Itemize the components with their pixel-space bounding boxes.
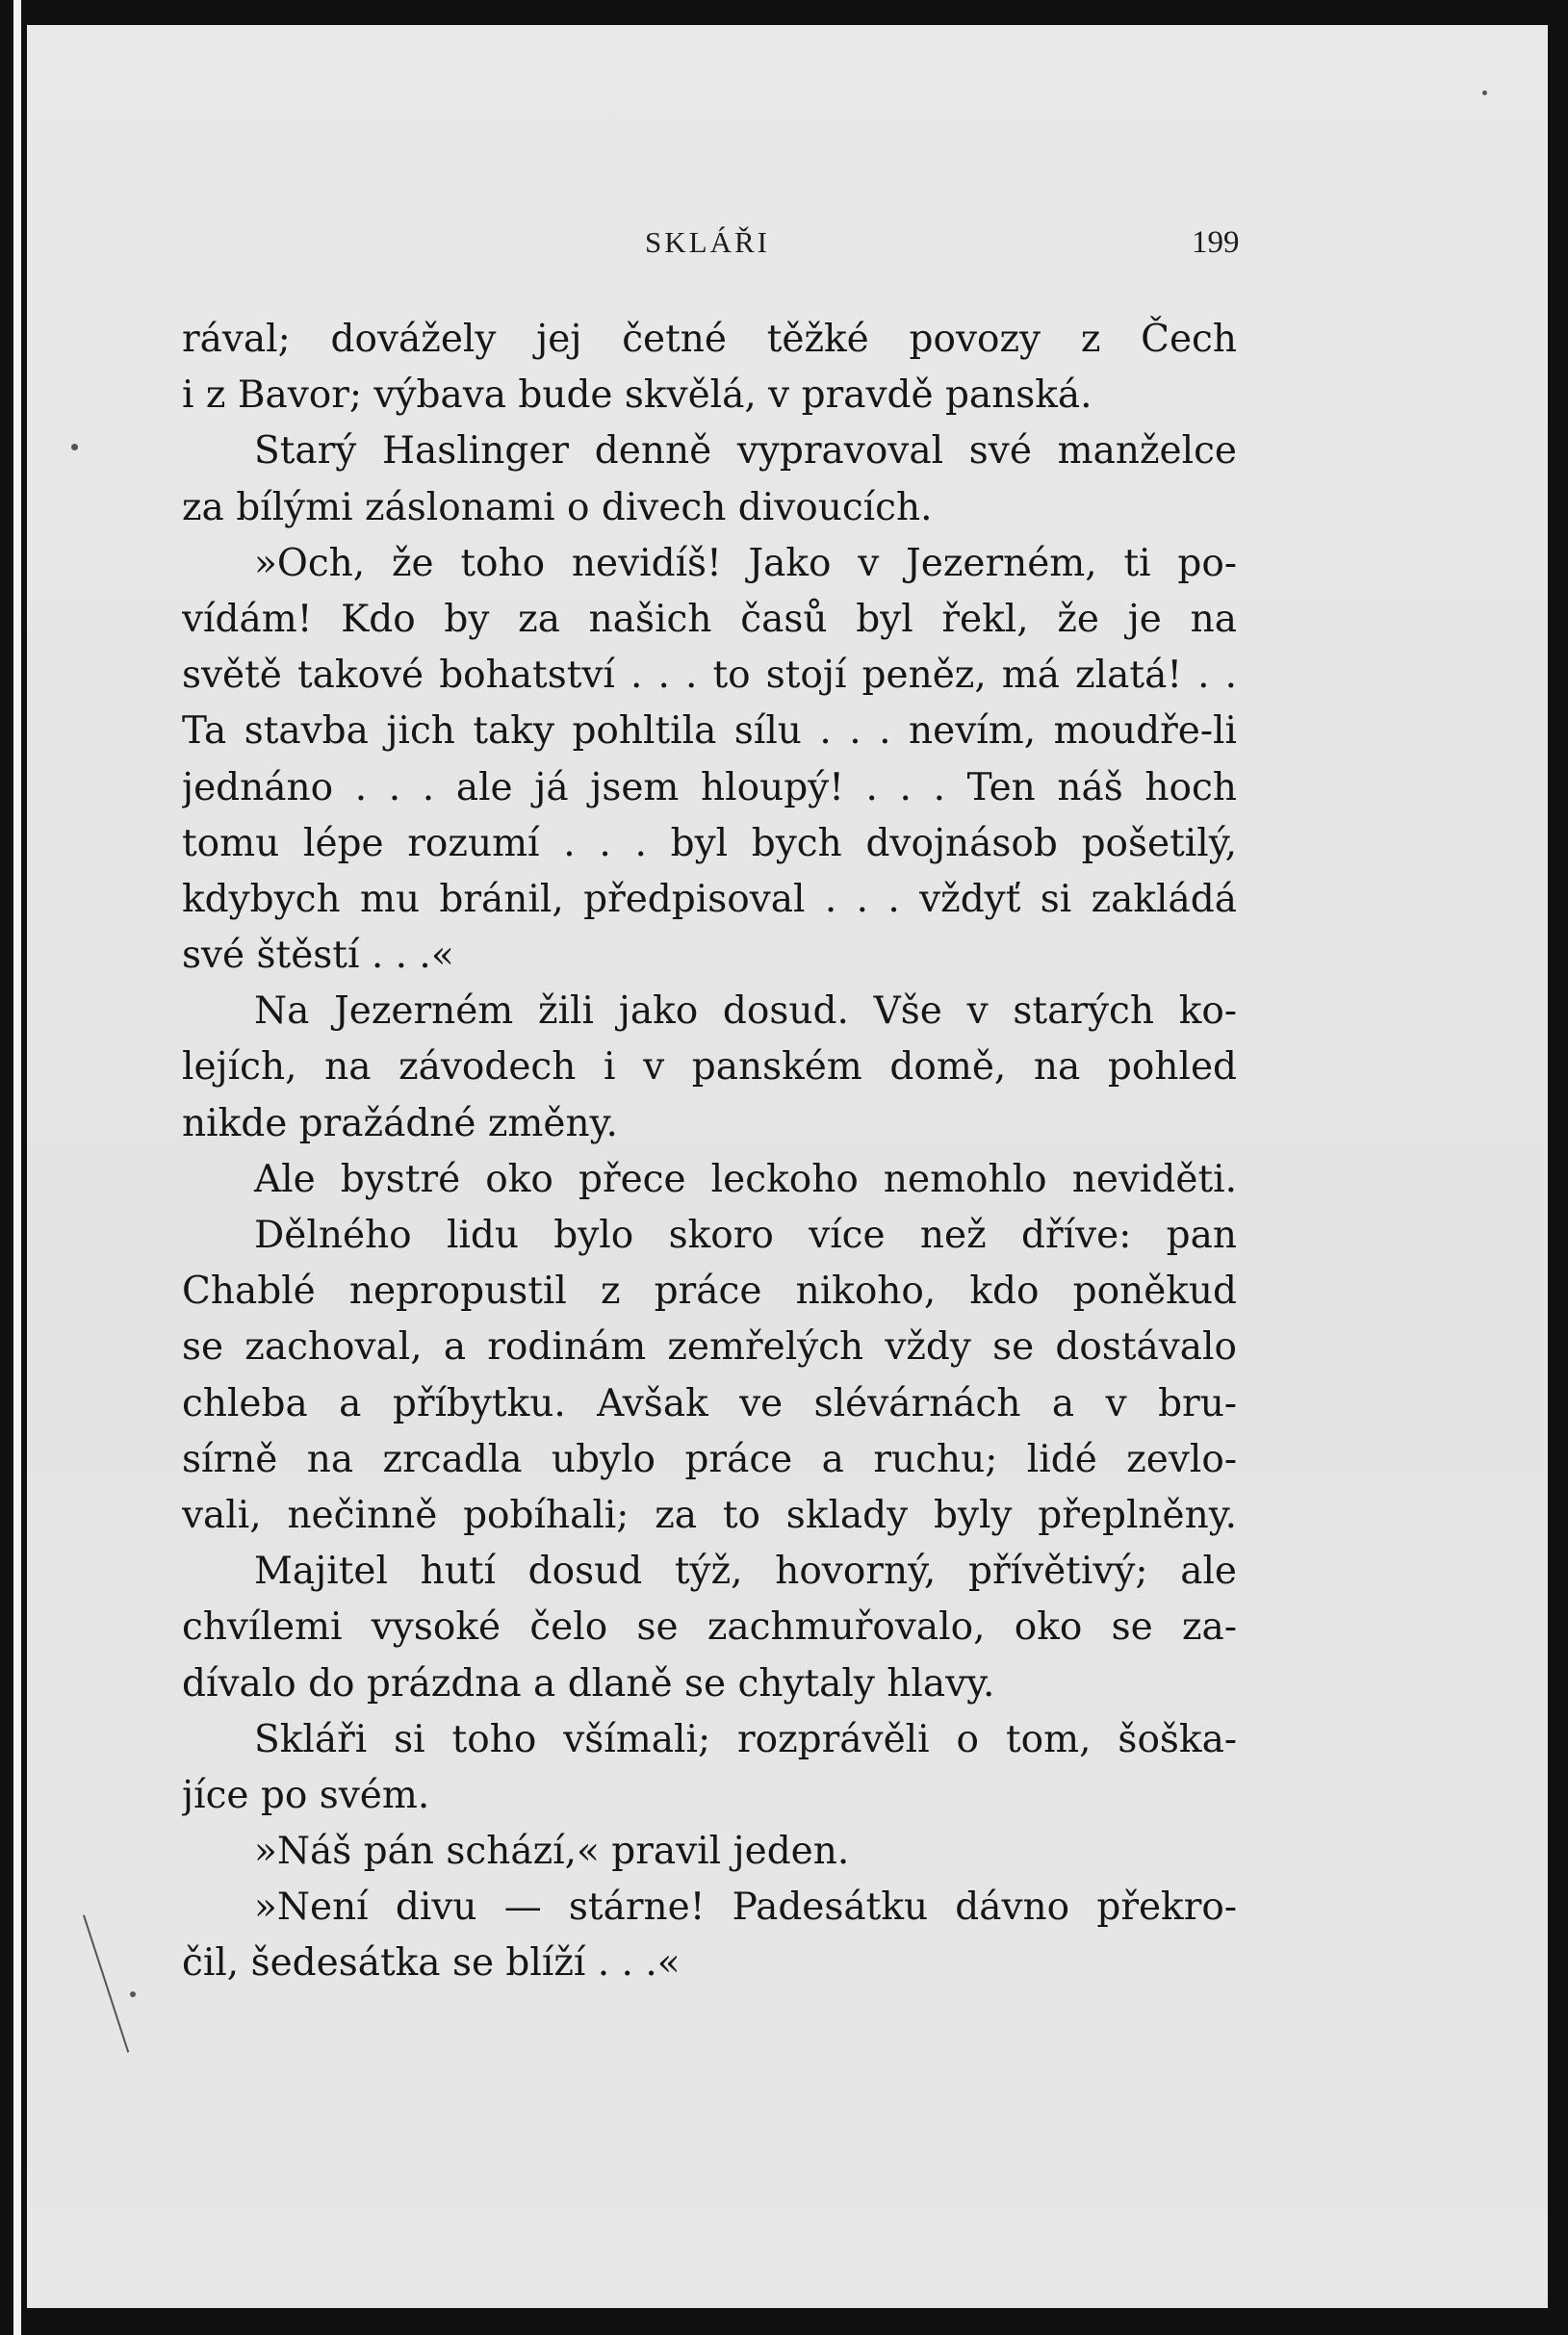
text-line: Chablé nepropustil z práce nikoho, kdo poněkud xyxy=(182,1270,1237,1314)
text-line: čil, šedesátka se blíží . . .« xyxy=(182,1941,681,1986)
text-line: Ale bystré oko přece leckoho nemohlo neviděti. xyxy=(254,1157,1237,1201)
text-line: Majitel hutí dosud týž, hovorný, přívětivý; ale xyxy=(254,1550,1237,1594)
body-text xyxy=(182,312,1237,1992)
text-line: jednáno . . . ale já jsem hloupý! . . . Ten náš hoch xyxy=(182,765,1237,809)
text-line: vali, nečinně pobíhali; za to sklady byly přeplněny. xyxy=(182,1493,1237,1537)
page-edge-strip xyxy=(13,0,21,2335)
text-line: Dělného lidu bylo skoro více než dříve: pan xyxy=(254,1214,1237,1257)
text-line: Ta stavba jich taky pohltila sílu . . . nevím, moudře-li xyxy=(182,709,1237,754)
scan-speck xyxy=(71,444,78,450)
text-line: své štěstí . . .« xyxy=(182,934,454,978)
text-line: Na Jezerném žili jako dosud. Vše v starých ko- xyxy=(254,989,1237,1034)
text-line: za bílými záslonami o divech divoucích. xyxy=(182,485,933,529)
text-line: tomu lépe rozumí . . . byl bych dvojnásob pošetilý, xyxy=(182,821,1237,865)
running-title: SKLÁŘI xyxy=(645,225,770,259)
text-line: Skláři si toho všímali; rozprávěli o tom, šoška- xyxy=(254,1717,1237,1761)
text-line: rával; dovážely jej četné těžké povozy z Čech xyxy=(182,318,1237,361)
text-line: chleba a příbytku. Avšak ve slévárnách a v bru- xyxy=(182,1381,1237,1425)
text-line: nikde pražádné změny. xyxy=(182,1101,618,1145)
page-number: 199 xyxy=(1192,225,1240,260)
text-line: vídám! Kdo by za našich časů byl řekl, že je na xyxy=(182,597,1237,641)
text-line: kdybych mu bránil, předpisoval . . . vždyť si zakládá xyxy=(182,877,1237,921)
text-line: chvílemi vysoké čelo se zachmuřovalo, oko se za- xyxy=(182,1605,1237,1650)
text-line: se zachoval, a rodinám zemřelých vždy se dostávalo xyxy=(182,1325,1237,1370)
text-line: lejích, na závodech i v panském domě, na pohled xyxy=(182,1045,1237,1090)
text-line: sírně na zrcadla ubylo práce a ruchu; lidé zevlo- xyxy=(182,1437,1237,1481)
scan-speck xyxy=(130,1991,136,1997)
text-line: jíce po svém. xyxy=(182,1773,430,1817)
scan-speck xyxy=(1482,90,1487,95)
page-header xyxy=(0,225,1568,268)
text-line: »Och, že toho nevidíš! Jako v Jezerném, ti po- xyxy=(254,541,1237,585)
text-line: i z Bavor; výbava bude skvělá, v pravdě panská. xyxy=(182,373,1092,418)
text-line: dívalo do prázdna a dlaně se chytaly hlavy. xyxy=(182,1661,995,1706)
text-line: »Náš pán schází,« pravil jeden. xyxy=(254,1830,850,1874)
text-line: světě takové bohatství . . . to stojí peněz, má zlatá! . . xyxy=(182,654,1237,698)
text-line: »Není divu — stárne! Padesátku dávno překro- xyxy=(254,1886,1237,1930)
text-line: Starý Haslinger denně vypravoval své manželce xyxy=(254,429,1237,474)
